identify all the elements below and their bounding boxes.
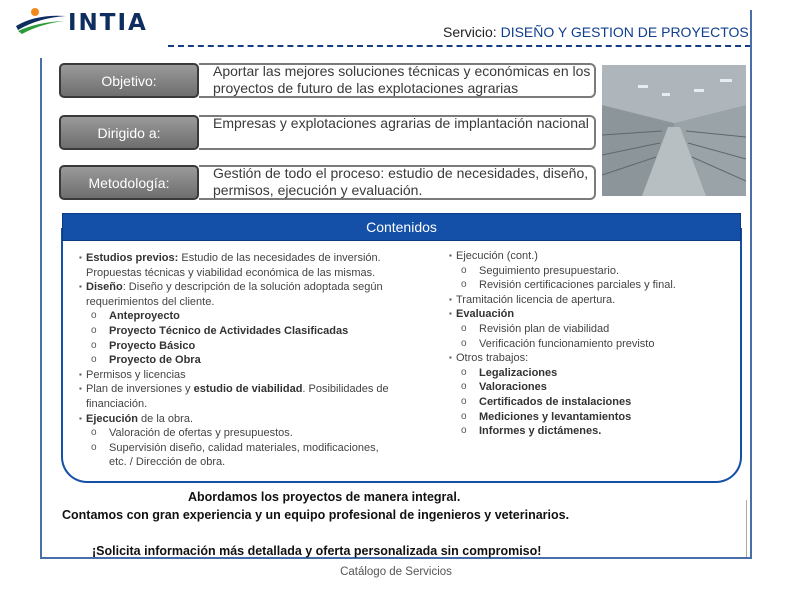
contenidos-left-column [79,251,389,470]
sub-item: o Proyecto Técnico de Actividades Clasificadas [79,324,389,339]
list-item: ▪ Ejecución (cont.) [449,249,676,264]
contenidos-right-column [449,249,676,439]
row-text: Aportar las mejores soluciones técnicas y económicas en los proyectos de futuro de las explotaciones agrarias [213,63,591,96]
sub-item: o Revisión certificaciones parciales y final. [449,278,676,293]
sub-item: o Valoraciones [449,380,676,395]
row-metodologia [59,165,596,200]
sub-item: o Proyecto Básico [79,339,389,354]
list-item: ▪ Ejecución de la obra. [79,412,389,427]
list-item-continuation: requerimientos del cliente. [86,295,215,308]
list-item: ▪ Plan de inversiones y estudio de viabilidad. Posibilidades de [79,382,389,397]
list-item: ▪ Estudios previos: Estudio de las necesidades de inversión. [79,251,389,266]
barn-photo [602,65,746,196]
sub-item: o Revisión plan de viabilidad [449,322,676,337]
service-label: Servicio: [443,24,497,40]
list-item: ▪ Evaluación [449,307,676,322]
service-title [443,24,749,40]
footer-text: Catálogo de Servicios [340,566,452,578]
sub-item-continuation: etc. / Dirección de obra. [109,456,226,469]
row-text: Empresas y explotaciones agrarias de implantación nacional [213,115,589,131]
sub-item: o Anteproyecto [79,309,389,324]
row-dirigido [59,115,596,150]
row-text: Gestión de todo el proceso: estudio de necesidades, diseño, permisos, ejecución y evaluación. [213,165,589,198]
sub-item: o Seguimiento presupuestario. [449,264,676,279]
sub-item: o Proyecto de Obra [79,353,389,368]
row-label: Dirigido a: [59,115,199,150]
sub-item: o Informes y dictámenes. [449,424,676,439]
list-item: ▪ Otros trabajos: [449,351,676,366]
sub-item: o Supervisión diseño, calidad materiales, modificaciones, [79,441,389,456]
contenidos-header: Contenidos [62,213,741,241]
intia-swoosh-icon [14,6,68,34]
logo-text: INTIA [68,10,148,36]
tagline-2: Contamos con gran experiencia y un equipo profesional de ingenieros y veterinarios. [62,508,570,522]
frame-inner-line [746,500,747,557]
intia-logo [14,6,174,36]
list-item-continuation: financiación. [86,397,148,410]
sub-item: o Legalizaciones [449,366,676,381]
sub-item: o Verificación funcionamiento previsto [449,337,676,352]
list-item-continuation: Propuestas técnicas y viabilidad económica de las mismas. [86,266,376,279]
row-objetivo [59,63,596,98]
frame-right-line [750,10,752,558]
sub-item: o Valoración de ofertas y presupuestos. [79,426,389,441]
list-item: ▪ Diseño: Diseño y descripción de la solución adoptada según [79,280,389,295]
sub-item: o Mediciones y levantamientos [449,410,676,425]
row-label: Metodología: [59,165,199,200]
sub-item: o Certificados de instalaciones [449,395,676,410]
row-label: Objetivo: [59,63,199,98]
frame-left-line [40,58,42,558]
header-divider [168,45,751,47]
tagline-1: Abordamos los proyectos de manera integral. [188,490,461,504]
service-name: DISEÑO Y GESTION DE PROYECTOS [500,24,749,40]
list-item: ▪ Permisos y licencias [79,368,389,383]
list-item: ▪ Tramitación licencia de apertura. [449,293,676,308]
call-to-action: ¡Solicita información más detallada y oferta personalizada sin compromiso! [92,544,542,558]
